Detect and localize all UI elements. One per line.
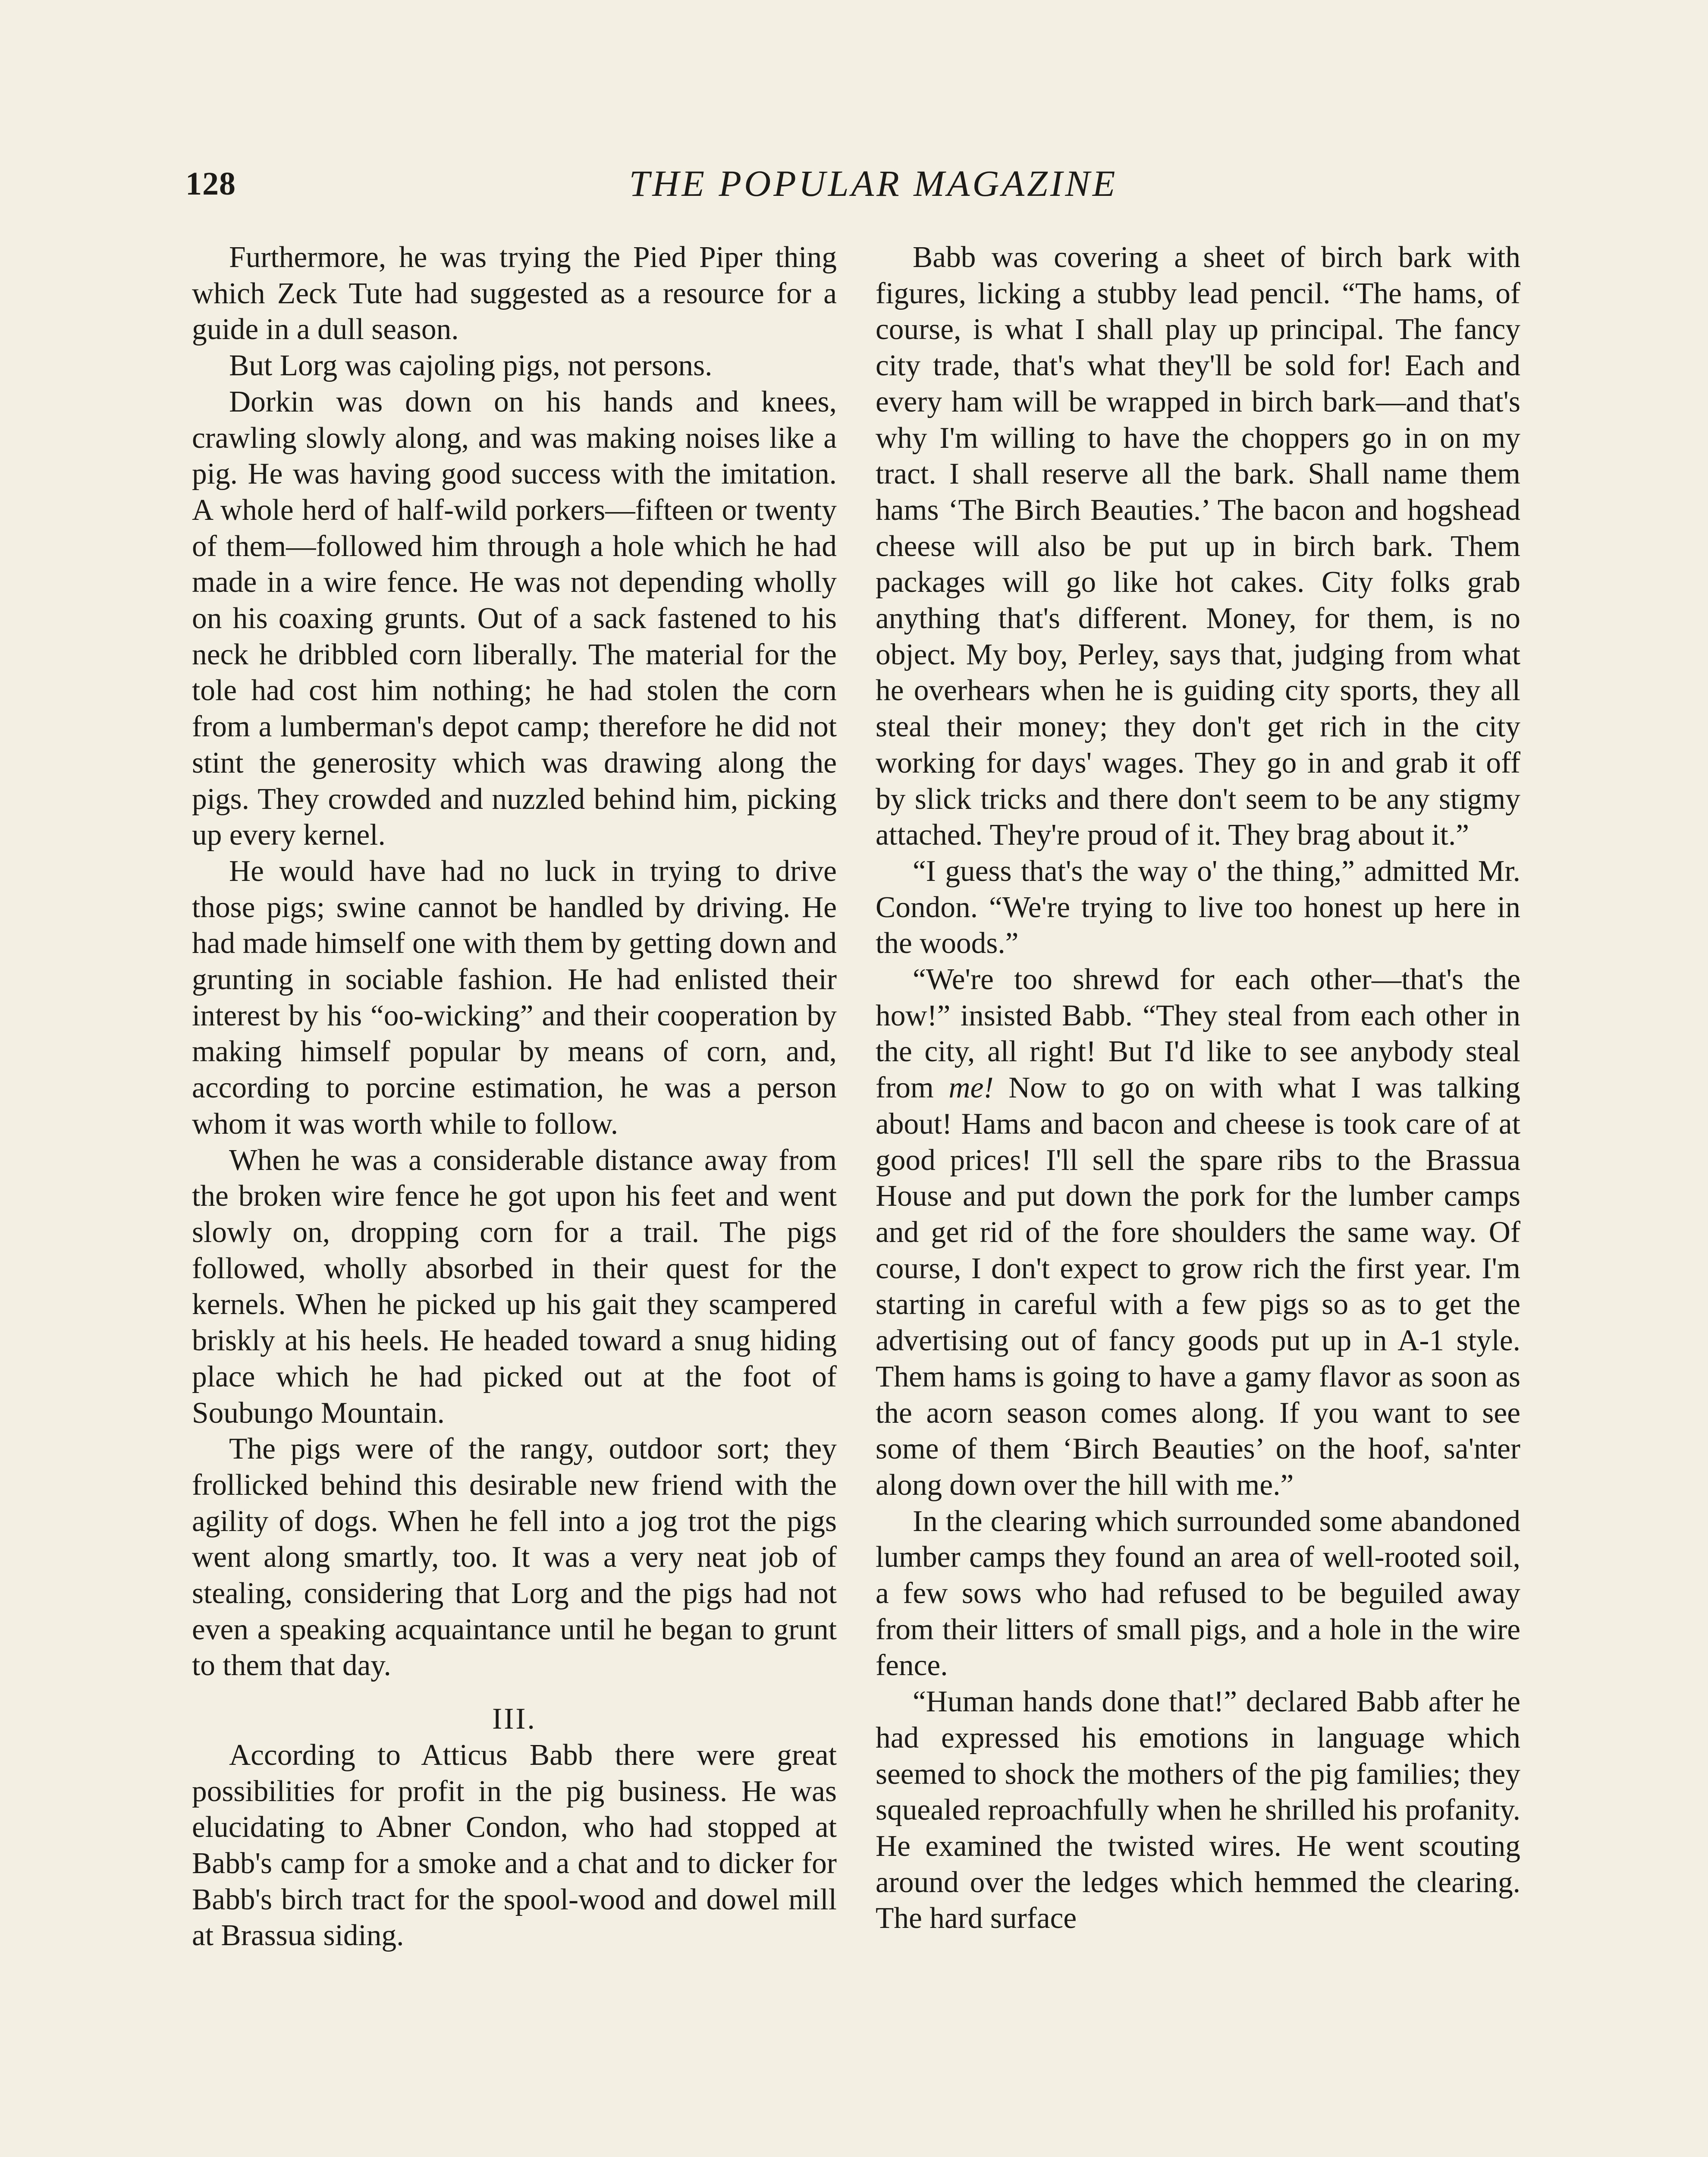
paragraph: He would have had no luck in trying to drive those pigs; swine cannot be handled by driving. He had made himself one with them by getting down and grunting in sociable fashion. He had enlisted their interest by his “oo-wicking” and their cooperation by making himself popular by means of corn, and, according to porcine estimation, he was a person whom it was worth while to follow. — [192, 854, 837, 1141]
paragraph: When he was a considerable distance away from the broken wire fence he got upon his feet and went slowly on, dropping corn for a trail. The pigs followed, wholly absorbed in their quest for the kernels. When he picked up his gait they scampered briskly at his heels. He headed toward a snug hiding place which he had picked out at the foot of Soubungo Mountain. — [192, 1143, 837, 1430]
paragraph: Babb was covering a sheet of birch bark with figures, licking a stubby lead pencil. “The hams, of course, is what I shall play up principal. The fancy city trade, that's what they'll be sold for! Each and every ham will be wrapped in birch bark—and that's why I'm willing to have the choppers go in on my tract. I shall reserve all the bark. Shall name them hams ‘The Birch Beauties.’ The bacon and hogshead cheese will also be put up in birch bark. Them packages will go like hot cakes. City folks grab anything that's different. Money, for them, is no object. My boy, Perley, says that, judging from what he overhears when he is guiding city sports, they all steal their money; they don't get rich in the city working for days' wages. They go in and grab it off by slick tricks and there don't seem to be any stigmy attached. They're proud of it. They brag about it.” — [876, 241, 1520, 852]
paragraph: “Human hands done that!” declared Babb after he had expressed his emotions in language which seemed to shock the mothers of the pig families; they squealed reproachfully when he shrilled his profanity. He examined the twisted wires. He went scouting around over the ledges which hemmed the clearing. The hard surface — [876, 1685, 1520, 1935]
right-column — [876, 239, 1520, 2157]
paragraph: Dorkin was down on his hands and knees, crawling slowly along, and was making noises like a pig. He was having good success with the imitation. A whole herd of half-wild porkers—fifteen or twenty of them—followed him through a hole which he had made in a wire fence. He was not depending wholly on his coaxing grunts. Out of a sack fastened to his neck he dribbled corn liberally. The material for the tole had cost him nothing; he had stolen the corn from a lumberman's depot camp; therefore he did not stint the generosity which was drawing along the pigs. They crowded and nuzzled behind him, picking up every kernel. — [192, 385, 837, 852]
page-header — [185, 162, 1561, 222]
paragraph: According to Atticus Babb there were great possibilities for profit in the pig business. He was elucidating to Abner Condon, who had stopped at Babb's camp for a smoke and a chat and to dicker for Babb's birch tract for the spool-wood and dowel mill at Brassua siding. — [192, 1738, 837, 1953]
paragraph: “I guess that's the way o' the thing,” admitted Mr. Condon. “We're trying to live too honest up here in the woods.” — [876, 854, 1520, 960]
paragraph: In the clearing which surrounded some abandoned lumber camps they found an area of well-rooted soil, a few sows who had refused to be beguiled away from their litters of small pigs, and a hole in the wire fence. — [876, 1504, 1520, 1682]
text-run: “We're too shrewd for each other—that's the how!” insisted Babb. “They steal from each other in the city, all right! But I'd like to see anybody steal from — [876, 963, 1520, 1105]
paragraph: Furthermore, he was trying the Pied Piper thing which Zeck Tute had suggested as a resource for a guide in a dull season. — [192, 241, 837, 346]
emphasis-text: me! — [948, 1071, 994, 1105]
running-title: THE POPULAR MAGAZINE — [629, 163, 1118, 204]
text-run: Now to go on with what I was talking about! Hams and bacon and cheese is took care of at good prices! I'll sell the spare ribs to the Brassua House and put down the pork for the lumber camps and get rid of the fore shoulders the same way. Of course, I don't expect to grow rich the first year. I'm starting in careful with a few pigs so as to get the advertising out of fancy goods put up in A-1 style. Them hams is going to have a gamy flavor as soon as the acorn season comes along. If you want to see some of them ‘Birch Beauties’ on the hoof, sa'nter along down over the hill with me.” — [876, 1071, 1521, 1502]
page-number: 128 — [185, 166, 236, 202]
paragraph — [876, 962, 1520, 1503]
paragraph: But Lorg was cajoling pigs, not persons. — [229, 349, 713, 383]
left-column — [192, 239, 837, 2157]
section-heading: III. — [492, 1702, 537, 1736]
paragraph: The pigs were of the rangy, outdoor sort; they frollicked behind this desirable new friend with the agility of dogs. When he fell into a jog trot the pigs went along smartly, too. It was a very neat job of stealing, considering that Lorg and the pigs had not even a speaking acquaintance until he began to grunt to them that day. — [192, 1432, 837, 1682]
